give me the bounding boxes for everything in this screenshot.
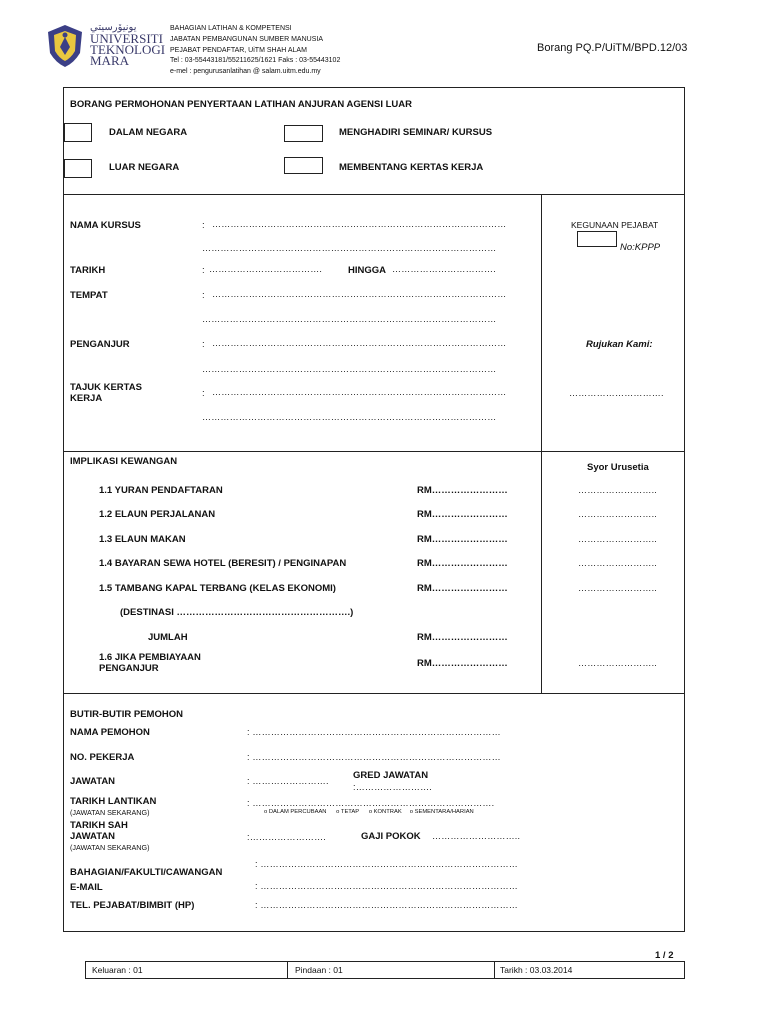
field-rm-elaun-makan[interactable]: RM…………………… — [417, 534, 508, 545]
address-line: Tel : 03-55443181/55211625/1621 Faks : 03-55443102 — [170, 57, 341, 65]
label-menghadiri: MENGHADIRI SEMINAR/ KURSUS — [339, 127, 493, 138]
address-line: e-mel : pengurusanlatihan @ salam.uitm.edu.my — [170, 68, 321, 76]
field-rm-yuran[interactable]: RM…………………… — [417, 485, 508, 496]
label-penganjur: PENGANJUR — [70, 339, 130, 350]
footer-table — [85, 961, 685, 979]
section-implikasi-kewangan: IMPLIKASI KEWANGAN — [70, 456, 178, 467]
fin-item-tambang: 1.5 TAMBANG KAPAL TERBANG (KELAS EKONOMI) — [99, 583, 336, 594]
logo-line-1: UNIVERSITI — [90, 31, 163, 46]
field-syor-pembiayaan[interactable]: …………………….. — [578, 658, 658, 668]
field-rm-tambang[interactable]: RM…………………… — [417, 583, 508, 594]
status-options — [264, 809, 474, 815]
field-no-pekerja[interactable]: : ……………………………………………………………………… — [247, 752, 501, 762]
status-sementara[interactable]: o SEMENTARA/HARIAN — [409, 809, 474, 815]
field-tel[interactable]: : ………………………………………………………………………… — [255, 900, 519, 910]
field-tempat-2[interactable]: …………………………………………………………………………………… — [202, 314, 497, 324]
field-bahagian[interactable]: : ………………………………………………………………………… — [255, 859, 519, 869]
field-nama-kursus[interactable]: …………………………………………………………………………………… — [212, 219, 507, 229]
logo-script: ﯾﻮﻧﯿﯚرﺳﯿﺘﻲ — [90, 22, 137, 33]
address-line: BAHAGIAN LATIHAN & KOMPETENSI — [170, 25, 292, 32]
label-dalam-negara: DALAM NEGARA — [109, 127, 188, 138]
field-penganjur-2[interactable]: …………………………………………………………………………………… — [202, 364, 497, 374]
label-tarikh-sah: TARIKH SAH JAWATAN — [70, 820, 128, 842]
label-tel: TEL. PEJABAT/BIMBIT (HP) — [70, 900, 195, 911]
form-title: BORANG PERMOHONAN PENYERTAAN LATIHAN ANJURAN AGENSI LUAR — [70, 99, 413, 110]
label-jawatan: JAWATAN — [70, 776, 116, 787]
label-kegunaan-pejabat: KEGUNAAN PEJABAT — [571, 220, 659, 230]
field-jawatan[interactable]: : ……………………. — [247, 776, 329, 786]
label-luar-negara: LUAR NEGARA — [109, 162, 180, 173]
field-destinasi[interactable]: (DESTINASI ……………………………………………….) — [120, 607, 354, 618]
field-syor-elaun-perjalanan[interactable]: …………………….. — [578, 509, 658, 519]
note-jawatan-sekarang: (JAWATAN SEKARANG) — [70, 808, 150, 817]
field-syor-sewa-hotel[interactable]: …………………….. — [578, 558, 658, 568]
label-nama-kursus: NAMA KURSUS — [70, 220, 141, 231]
field-gred-jawatan[interactable]: :……………………. — [353, 782, 433, 792]
logo-line-2: TEKNOLOGI — [90, 42, 166, 57]
status-kontrak[interactable]: o KONTRAK — [368, 809, 402, 815]
footer-pindaan: Pindaan : 01 — [295, 965, 343, 975]
section-butir-pemohon: BUTIR-BUTIR PEMOHON — [70, 709, 183, 720]
field-tajuk-kertas[interactable]: …………………………………………………………………………………… — [212, 387, 507, 397]
checkbox-menghadiri[interactable] — [284, 125, 323, 142]
field-rujukan-kami[interactable]: …………………………. — [569, 388, 664, 398]
field-email[interactable]: : ………………………………………………………………………… — [255, 881, 519, 891]
label-gaji-pokok: GAJI POKOK — [361, 831, 421, 842]
label-rujukan-kami: Rujukan Kami: — [586, 339, 653, 350]
note-jawatan-sekarang-2: (JAWATAN SEKARANG) — [70, 843, 150, 852]
label-bahagian: BAHAGIAN/FAKULTI/CAWANGAN — [70, 867, 223, 878]
field-tarikh-lantikan[interactable]: : ……………………………………………………………………. — [247, 798, 495, 808]
label-no-kppp: No:KPPP — [620, 242, 661, 253]
label-tarikh-lantikan: TARIKH LANTIKAN — [70, 796, 157, 807]
status-tetap[interactable]: o TETAP — [336, 809, 360, 815]
fin-item-elaun-makan: 1.3 ELAUN MAKAN — [99, 534, 186, 545]
field-penganjur[interactable]: …………………………………………………………………………………… — [212, 338, 507, 348]
page-number: 1 / 2 — [655, 950, 674, 961]
status-dalam-percubaan[interactable]: o DALAM PERCUBAAN — [264, 809, 327, 815]
fin-item-yuran: 1.1 YURAN PENDAFTARAN — [99, 485, 223, 496]
header-address — [170, 24, 340, 78]
checkbox-membentang[interactable] — [284, 157, 323, 174]
uitm-crest-icon — [44, 23, 86, 69]
address-line: JABATAN PEMBANGUNAN SUMBER MANUSIA — [170, 35, 323, 43]
checkbox-luar-negara[interactable] — [64, 159, 92, 178]
field-rm-pembiayaan[interactable]: RM…………………… — [417, 658, 508, 669]
fin-item-pembiayaan: 1.6 JIKA PEMBIAYAAN PENGANJUR — [99, 652, 201, 674]
field-rm-jumlah[interactable]: RM…………………… — [417, 632, 508, 643]
field-rm-elaun-perjalanan[interactable]: RM…………………… — [417, 509, 508, 520]
label-hingga: HINGGA — [348, 265, 386, 276]
fin-item-elaun-perjalanan: 1.2 ELAUN PERJALANAN — [99, 509, 216, 520]
label-tarikh: TARIKH — [70, 265, 106, 276]
field-tajuk-kertas-2[interactable]: …………………………………………………………………………………… — [202, 412, 497, 422]
label-tempat: TEMPAT — [70, 290, 108, 301]
form-code: Borang PQ.P/UiTM/BPD.12/03 — [537, 42, 688, 54]
field-nama-kursus-2[interactable]: …………………………………………………………………………………… — [202, 243, 497, 253]
field-gaji-pokok[interactable]: ……………………….. — [432, 831, 521, 841]
label-membentang: MEMBENTANG KERTAS KERJA — [339, 162, 484, 173]
label-syor-urusetia: Syor Urusetia — [587, 462, 649, 473]
field-tarikh-mula[interactable]: ………………………………. — [209, 264, 323, 274]
label-tajuk-kertas: TAJUK KERTAS KERJA — [70, 382, 142, 404]
label-jumlah: JUMLAH — [148, 632, 188, 643]
logo-line-3: MARA — [90, 53, 130, 68]
field-rm-sewa-hotel[interactable]: RM…………………… — [417, 558, 508, 569]
footer-keluaran: Keluaran : 01 — [92, 965, 143, 975]
field-syor-tambang[interactable]: …………………….. — [578, 583, 658, 593]
label-email: E-MAIL — [70, 882, 103, 893]
address-line: PEJABAT PENDAFTAR, UiTM SHAH ALAM — [170, 46, 307, 54]
label-gred-jawatan: GRED JAWATAN — [353, 770, 429, 781]
field-tarikh-akhir[interactable]: ……………………………. — [392, 264, 496, 274]
field-no-kppp[interactable] — [577, 231, 617, 247]
field-syor-elaun-makan[interactable]: …………………….. — [578, 534, 658, 544]
label-no-pekerja: NO. PEKERJA — [70, 752, 135, 763]
fin-item-sewa-hotel: 1.4 BAYARAN SEWA HOTEL (BERESIT) / PENGINAPAN — [99, 558, 347, 569]
label-nama-pemohon: NAMA PEMOHON — [70, 727, 150, 738]
field-tempat[interactable]: …………………………………………………………………………………… — [212, 289, 507, 299]
footer-tarikh: Tarikh : 03.03.2014 — [500, 965, 573, 975]
checkbox-dalam-negara[interactable] — [64, 123, 92, 142]
field-syor-yuran[interactable]: …………………….. — [578, 485, 658, 495]
field-tarikh-sah[interactable]: :……………………. — [247, 832, 327, 842]
field-nama-pemohon[interactable]: : ……………………………………………………………………… — [247, 727, 501, 737]
